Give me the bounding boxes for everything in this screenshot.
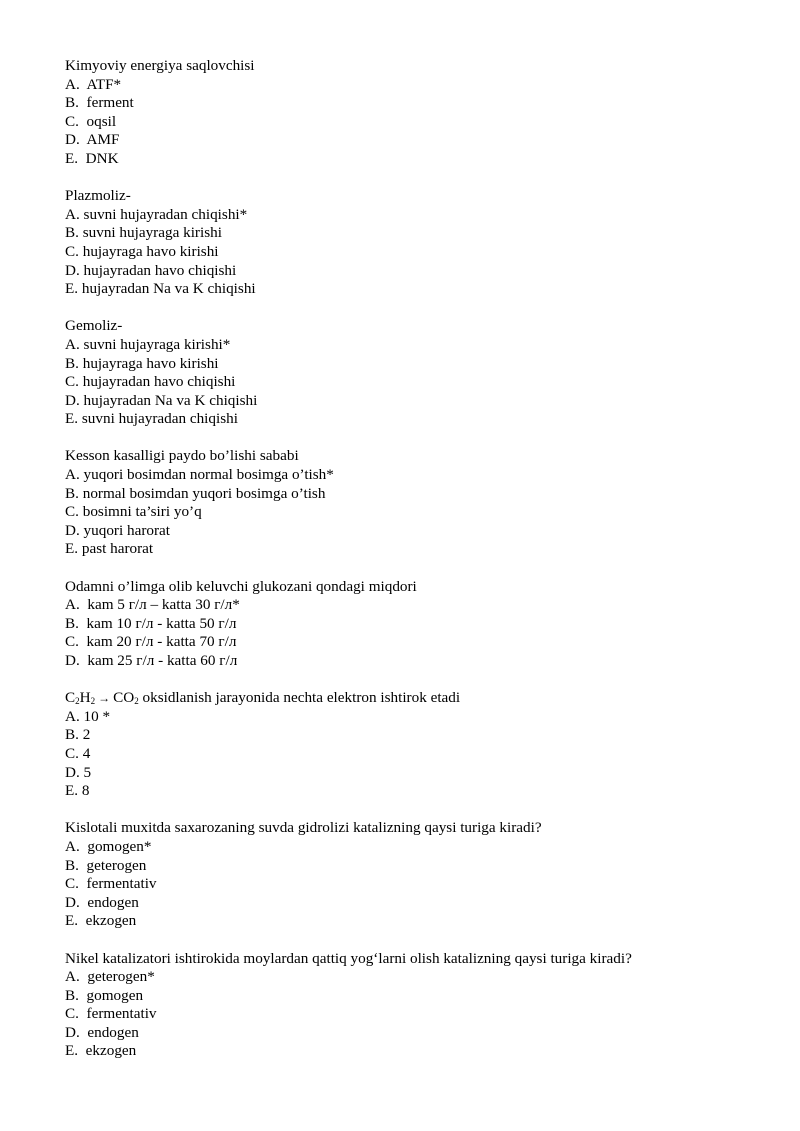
option-c: C. bosimni ta’siri yo’q — [65, 503, 202, 521]
question-stem-rest: oksidlanish jarayonida nechta elektron ishtirok etadi — [138, 689, 461, 707]
option-b: B. 2 — [65, 726, 91, 744]
option-b: B. gomogen — [65, 986, 144, 1004]
option-d: D. yuqori harorat — [65, 521, 171, 539]
question-8 — [65, 950, 765, 1062]
option-c: C. fermentativ — [65, 1005, 157, 1023]
formula-c-subscript: 2 — [75, 696, 80, 707]
question-2 — [65, 187, 765, 299]
option-e: E. past harorat — [65, 540, 154, 558]
option-a: A. geterogen* — [65, 968, 155, 986]
option-e: E. ekzogen — [65, 1042, 137, 1060]
question-5 — [65, 578, 765, 671]
option-a: A. kam 5 г/л – katta 30 г/л* — [65, 596, 240, 614]
question-stem: Gemoliz- — [65, 317, 123, 335]
option-c: C. hujayraga havo kirishi — [65, 242, 219, 260]
formula-h: H — [79, 689, 91, 707]
question-stem-formula — [65, 689, 765, 708]
question-stem: Odamni o’limga olib keluvchi glukozani qondagi miqdori — [65, 577, 417, 595]
option-c: C. fermentativ — [65, 875, 157, 893]
option-a: A. yuqori bosimdan normal bosimga o’tish* — [65, 466, 334, 484]
option-d: D. kam 25 г/л - katta 60 г/л — [65, 652, 238, 669]
question-stem: Nikel katalizatori ishtirokida moylardan qattiq yog‘larni olish katalizning qaysi turiga kiradi? — [65, 949, 632, 967]
option-c: C. oqsil — [65, 112, 117, 130]
question-6 — [65, 689, 765, 801]
option-c: C. kam 20 г/л - katta 70 г/л — [65, 633, 237, 651]
option-b: B. normal bosimdan yuqori bosimga o’tish — [65, 484, 326, 502]
question-stem: Kimyoviy energiya saqlovchisi — [65, 57, 255, 74]
question-1 — [65, 57, 765, 169]
question-stem: Plazmoliz- — [65, 187, 131, 205]
option-a: A. suvni hujayraga kirishi* — [65, 335, 231, 353]
formula-c: C — [65, 689, 76, 707]
option-a: A. 10 * — [65, 707, 111, 725]
reaction-arrow: → — [95, 691, 114, 706]
question-stem: Kesson kasalligi paydo bo’lishi sababi — [65, 447, 299, 465]
option-e: E. suvni hujayradan chiqishi — [65, 410, 238, 428]
option-d: D. hujayradan Na va K chiqishi — [65, 391, 258, 409]
option-e: E. DNK — [65, 149, 119, 167]
option-d: D. hujayradan havo chiqishi — [65, 261, 237, 279]
option-d: D. AMF — [65, 131, 120, 149]
option-a: A. suvni hujayradan chiqishi* — [65, 205, 248, 223]
option-b: B. geterogen — [65, 856, 147, 874]
option-a: A. gomogen* — [65, 837, 152, 855]
option-b: B. hujayraga havo kirishi — [65, 354, 219, 372]
option-d: D. 5 — [65, 763, 92, 781]
question-4 — [65, 447, 765, 559]
formula-co-subscript: 2 — [134, 696, 139, 707]
question-3 — [65, 317, 765, 429]
option-b: B. ferment — [65, 94, 134, 112]
question-7 — [65, 819, 765, 931]
option-d: D. endogen — [65, 1023, 139, 1041]
option-c: C. 4 — [65, 744, 91, 762]
formula-h-subscript: 2 — [90, 696, 96, 707]
option-d: D. endogen — [65, 893, 139, 911]
document-page — [65, 57, 765, 1080]
option-b: B. suvni hujayraga kirishi — [65, 224, 222, 242]
option-e: E. ekzogen — [65, 912, 137, 930]
option-b: B. kam 10 г/л - katta 50 г/л — [65, 614, 237, 632]
option-e: E. hujayradan Na va K chiqishi — [65, 280, 256, 298]
option-a: A. ATF* — [65, 75, 122, 93]
question-stem: Kislotali muxitda saxarozaning suvda gidrolizi katalizning qaysi turiga kiradi? — [65, 819, 542, 837]
option-e: E. 8 — [65, 782, 90, 800]
option-c: C. hujayradan havo chiqishi — [65, 373, 236, 391]
formula-co: CO — [113, 689, 135, 707]
